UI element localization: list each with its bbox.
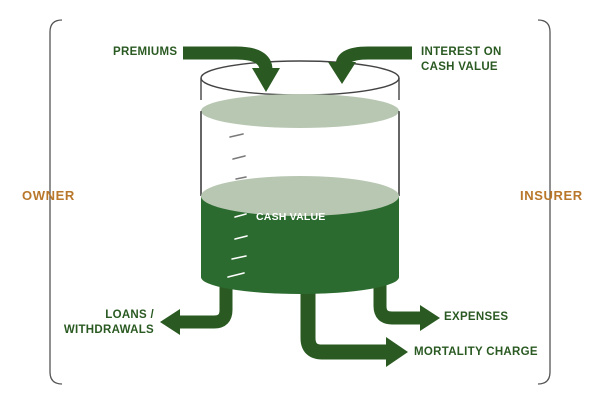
loans-label-line1: LOANS / xyxy=(105,309,154,321)
expenses-label: EXPENSES xyxy=(444,311,509,323)
interest-arrowhead xyxy=(328,62,356,84)
premiums-label: PREMIUMS xyxy=(113,46,178,58)
face-amount-label: FACE AMOUNT xyxy=(256,131,335,143)
loans-label-line2: WITHDRAWALS xyxy=(63,324,154,336)
tank-top-rim xyxy=(201,61,399,95)
face-amount-level xyxy=(201,94,399,128)
premiums-arrowhead xyxy=(252,68,280,92)
interest-label-line2: CASH VALUE xyxy=(421,61,498,73)
insurer-label: INSURER xyxy=(520,188,583,203)
mortality-arrowhead xyxy=(386,337,408,367)
interest-label-line1: INTEREST ON xyxy=(421,46,502,58)
mortality-charge-label: MORTALITY CHARGE xyxy=(414,346,538,358)
owner-label: OWNER xyxy=(22,188,75,203)
interest-label xyxy=(421,45,502,75)
cash-value-label: CASH VALUE xyxy=(256,211,326,223)
loans-arrowhead xyxy=(160,309,180,335)
expenses-arrowhead xyxy=(420,305,440,331)
loans-withdrawals-label xyxy=(62,308,154,338)
cash-value-surface xyxy=(201,176,399,216)
